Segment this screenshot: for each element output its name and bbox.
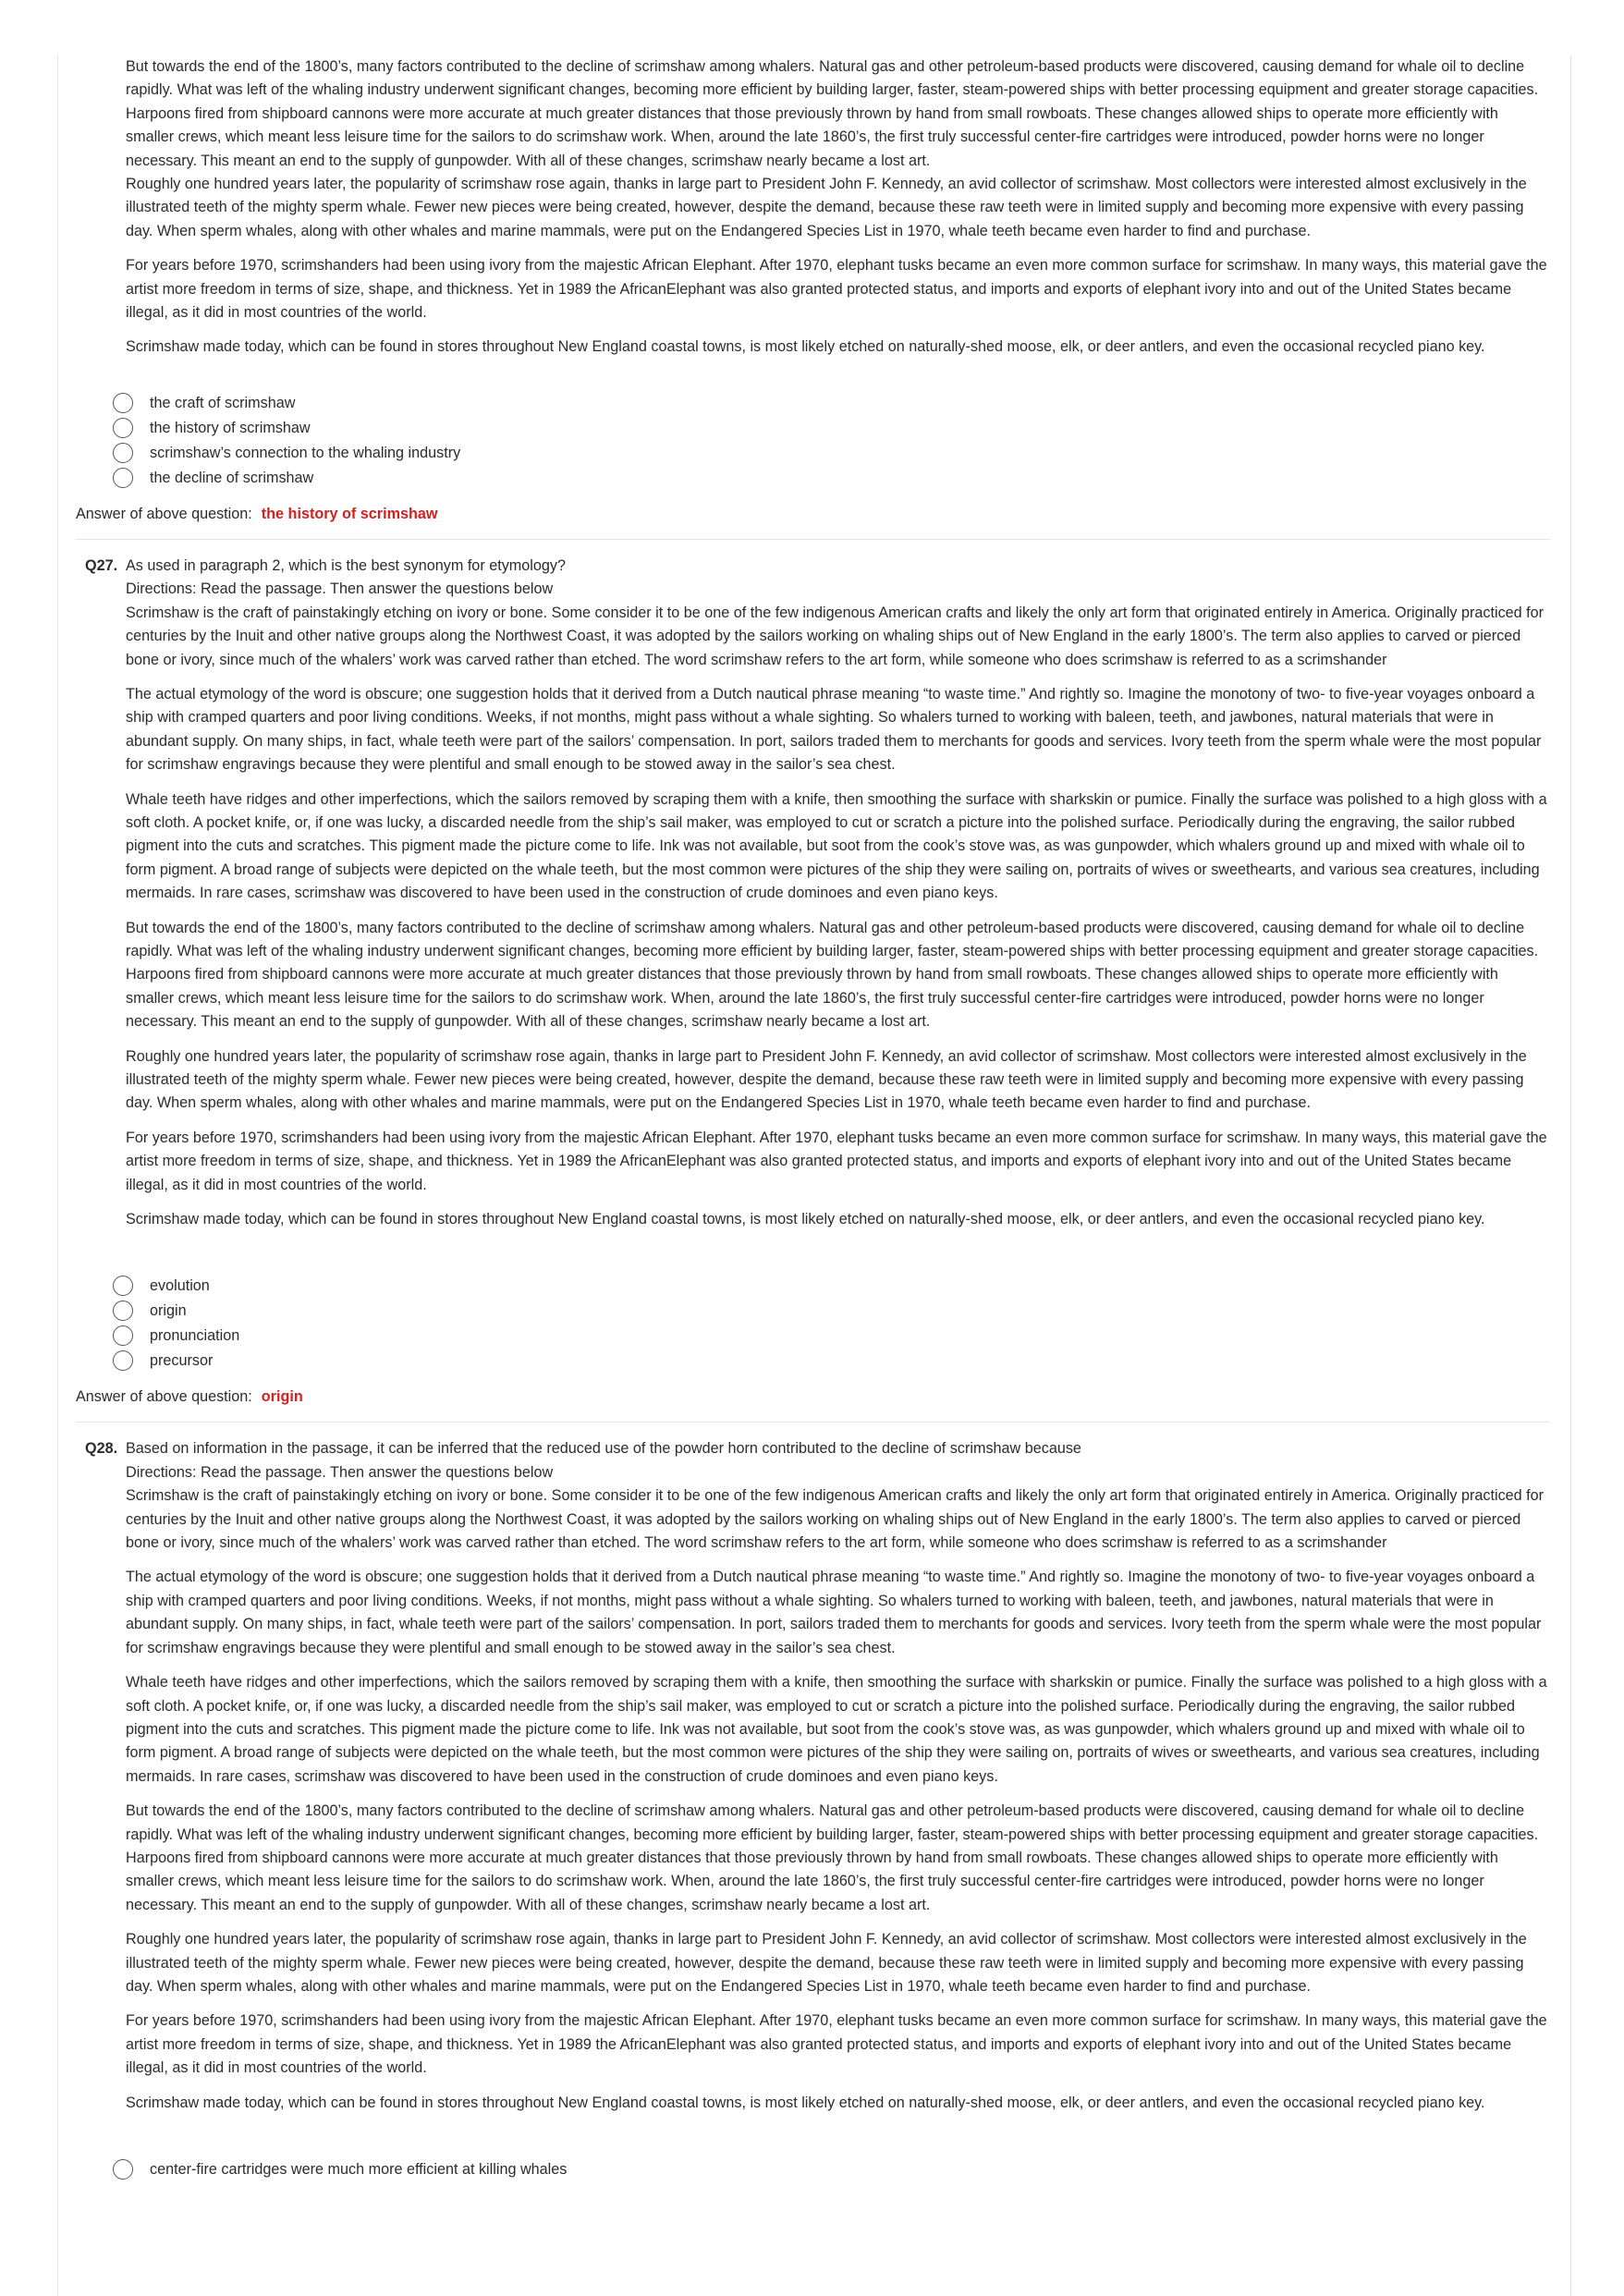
answer-option[interactable] (113, 466, 1550, 491)
radio-button[interactable] (113, 468, 133, 488)
question-number: Q28. (85, 1440, 118, 1458)
option-label: pronunciation (150, 1327, 240, 1345)
passage-paragraph: Roughly one hundred years later, the popularity of scrimshaw rose again, thanks in large part to President John F. Kennedy, an avid collector of scrimshaw. Most collectors were interested almost exclusively in the illustrated teeth of the mighty sperm whale. Fewer new pieces were being created, however, despite the demand, because these raw teeth were in limited supply and becoming more expensive with every passing day. When sperm whales, along with other whales and marine mammals, were put on the Endangered Species List in 1970, whale teeth became even harder to find and purchase. (126, 1931, 1527, 1995)
radio-button[interactable] (113, 418, 133, 438)
passage-paragraph: Roughly one hundred years later, the popularity of scrimshaw rose again, thanks in large part to President John F. Kennedy, an avid collector of scrimshaw. Most collectors were interested almost exclusively in the illustrated teeth of the mighty sperm whale. Fewer new pieces were being created, however, despite the demand, because these raw teeth were in limited supply and becoming more expensive with every passing day. When sperm whales, along with other whales and marine mammals, were put on the Endangered Species List in 1970, whale teeth became even harder to find and purchase. (126, 1047, 1527, 1112)
answer-option[interactable] (113, 1324, 1550, 1349)
option-label: center-fire cartridges were much more efficient at killing whales (150, 2161, 568, 2178)
previous-question-passage (76, 55, 1550, 360)
passage-paragraph: For years before 1970, scrimshanders had been using ivory from the majestic African Elephant. After 1970, elephant tusks became an even more common surface for scrimshaw. In many ways, this material gave the artist more freedom in terms of size, shape, and thickness. Yet in 1989 the AfricanElephant was also granted protected status, and imports and exports of elephant ivory into and out of the United States became illegal, as it did in most countries of the world. (126, 257, 1547, 322)
passage-paragraph: But towards the end of the 1800’s, many factors contributed to the decline of scrimshaw among whalers. Natural gas and other petroleum-based products were discovered, causing demand for whale oil to decline rapidly. What was left of the whaling industry underwent significant changes, becoming more efficient by building larger, faster, steam-powered ships with better processing equipment and greater storage capacities. Harpoons fired from shipboard cannons were more accurate at much greater distances that those previously thrown by hand from small rowboats. These changes allowed ships to operate more efficiently with smaller crews, which meant less leisure time for the sailors to do scrimshaw work. When, around the late 1860’s, the first truly successful center-fire cartridges were introduced, powder horns were no longer necessary. This meant an end to the supply of gunpowder. With all of these changes, scrimshaw nearly became a lost art. (126, 58, 1539, 169)
question-text: As used in paragraph 2, which is the best synonym for etymology? (126, 556, 566, 574)
page-content (76, 55, 1550, 2193)
passage-paragraph: Roughly one hundred years later, the popularity of scrimshaw rose again, thanks in large part to President John F. Kennedy, an avid collector of scrimshaw. Most collectors were interested almost exclusively in the illustrated teeth of the mighty sperm whale. Fewer new pieces were being created, however, despite the demand, because these raw teeth were in limited supply and becoming more expensive with every passing day. When sperm whales, along with other whales and marine mammals, were put on the Endangered Species List in 1970, whale teeth became even harder to find and purchase. (126, 176, 1527, 239)
answer-label: Answer of above question: (76, 505, 252, 522)
answer-options (76, 391, 1550, 491)
answer-option[interactable] (113, 1274, 1550, 1299)
answer-option[interactable] (113, 1299, 1550, 1324)
passage-paragraph: The actual etymology of the word is obscure; one suggestion holds that it derived from a Dutch nautical phrase meaning “to waste time.” And rightly so. Imagine the monotony of two- to five-year voyages onboard a ship with cramped quarters and poor living conditions. Weeks, if not months, might pass without a whale sighting. So whalers turned to working with baleen, teeth, and jawbones, natural materials that were in abundant supply. On many ships, in fact, whale teeth were part of the sailors’ compensation. In port, sailors traded them to merchants for goods and services. Ivory teeth from the sperm whale were the most popular for scrimshaw engravings because they were plentiful and small enough to be stowed away in the sailor’s sea chest. (126, 1569, 1542, 1656)
answer-line (76, 1385, 1550, 1409)
passage-paragraph: Whale teeth have ridges and other imperfections, which the sailors removed by scraping them with a knife, then smoothing the surface with sharkskin or pumice. Finally the surface was polished to a high gloss with a soft cloth. A pocket knife, or, if one was lucky, a discarded needle from the ship’s sail maker, was employed to cut or scratch a picture into the polished surface. Periodically during the engraving, the sailor rubbed pigment into the cuts and scratches. This pigment made the picture come to life. Ink was not available, but soot from the cook’s stove was, as was gunpowder, which whalers ground up and mixed with whale oil to form pigment. A broad range of subjects were depicted on the whale teeth, but the most common were pictures of the ship they were sailing on, portraits of wives or sweethearts, and various sea creatures, including mermaids. In rare cases, scrimshaw was discovered to have been used in the construction of crude dominoes and even piano keys. (126, 1674, 1547, 1785)
answer-options (76, 2157, 1550, 2182)
option-label: precursor (150, 1352, 214, 1370)
question-divider (76, 539, 1550, 540)
directions: Directions: Read the passage. Then answer the questions below (126, 1463, 554, 1481)
answer-options (76, 1274, 1550, 1374)
answer-option[interactable] (113, 416, 1550, 441)
passage-paragraph: Scrimshaw made today, which can be found in stores throughout New England coastal towns, is most likely etched on naturally-shed moose, elk, or deer antlers, and even the occasional recycled piano key. (126, 338, 1485, 356)
radio-button[interactable] (113, 1276, 133, 1296)
question-text: Based on information in the passage, it can be inferred that the reduced use of the powder horn contributed to the decline of scrimshaw because (126, 1440, 1081, 1458)
answer-option[interactable] (113, 441, 1550, 466)
radio-button[interactable] (113, 1325, 133, 1346)
passage-paragraph: The actual etymology of the word is obscure; one suggestion holds that it derived from a Dutch nautical phrase meaning “to waste time.” And rightly so. Imagine the monotony of two- to five-year voyages onboard a ship with cramped quarters and poor living conditions. Weeks, if not months, might pass without a whale sighting. So whalers turned to working with baleen, teeth, and jawbones, natural materials that were in abundant supply. On many ships, in fact, whale teeth were part of the sailors’ compensation. In port, sailors traded them to merchants for goods and services. Ivory teeth from the sperm whale were the most popular for scrimshaw engravings because they were plentiful and small enough to be stowed away in the sailor’s sea chest. (126, 685, 1542, 774)
option-label: scrimshaw’s connection to the whaling industry (150, 444, 461, 461)
answer-line (76, 502, 1550, 526)
option-label: the history of scrimshaw (150, 419, 311, 436)
question-q28 (76, 1437, 1550, 2115)
passage-paragraph: But towards the end of the 1800’s, many factors contributed to the decline of scrimshaw among whalers. Natural gas and other petroleum-based products were discovered, causing demand for whale oil to decline rapidly. What was left of the whaling industry underwent significant changes, becoming more efficient by building larger, faster, steam-powered ships with better processing equipment and greater storage capacities. Harpoons fired from shipboard cannons were more accurate at much greater distances that those previously thrown by hand from small rowboats. These changes allowed ships to operate more efficiently with smaller crews, which meant less leisure time for the sailors to do scrimshaw work. When, around the late 1860’s, the first truly successful center-fire cartridges were introduced, powder horns were no longer necessary. This meant an end to the supply of gunpowder. With all of these changes, scrimshaw nearly became a lost art. (126, 919, 1539, 1031)
question-divider (76, 1422, 1550, 1423)
passage-paragraph: Scrimshaw made today, which can be found in stores throughout New England coastal towns, is most likely etched on naturally-shed moose, elk, or deer antlers, and even the occasional recycled piano key. (126, 2094, 1485, 2111)
passage-paragraph: Scrimshaw is the craft of painstakingly etching on ivory or bone. Some consider it to be one of the few indigenous American crafts and likely the only art form that originated entirely in America. Originally practiced for centuries by the Inuit and other native groups along the Northwest Coast, it was adopted by the sailors working on whaling ships out of New England in the early 1800’s. The term also applies to carved or pierced bone or ivory, since much of the whalers’ work was carved rather than etched. The word scrimshaw refers to the art form, while someone who does scrimshaw is referred to as a scrimshander (126, 1487, 1545, 1552)
correct-answer: the history of scrimshaw (261, 505, 438, 522)
passage-paragraph: Whale teeth have ridges and other imperfections, which the sailors removed by scraping them with a knife, then smoothing the surface with sharkskin or pumice. Finally the surface was polished to a high gloss with a soft cloth. A pocket knife, or, if one was lucky, a discarded needle from the ship’s sail maker, was employed to cut or scratch a picture into the polished surface. Periodically during the engraving, the sailor rubbed pigment into the cuts and scratches. This pigment made the picture come to life. Ink was not available, but soot from the cook’s stove was, as was gunpowder, which whalers ground up and mixed with whale oil to form pigment. A broad range of subjects were depicted on the whale teeth, but the most common were pictures of the ship they were sailing on, portraits of wives or sweethearts, and various sea creatures, including mermaids. In rare cases, scrimshaw was discovered to have been used in the construction of crude dominoes and even piano keys. (126, 790, 1547, 902)
radio-button[interactable] (113, 2159, 133, 2180)
answer-option[interactable] (113, 2157, 1550, 2182)
option-label: evolution (150, 1277, 210, 1295)
answer-option[interactable] (113, 1349, 1550, 1374)
radio-button[interactable] (113, 393, 133, 413)
correct-answer: origin (261, 1388, 303, 1406)
answer-label: Answer of above question: (76, 1388, 252, 1406)
radio-button[interactable] (113, 443, 133, 463)
option-label: origin (150, 1302, 187, 1320)
radio-button[interactable] (113, 1301, 133, 1321)
question-number: Q27. (85, 556, 118, 574)
answer-option[interactable] (113, 391, 1550, 416)
radio-button[interactable] (113, 1350, 133, 1371)
passage-paragraph: For years before 1970, scrimshanders had been using ivory from the majestic African Elephant. After 1970, elephant tusks became an even more common surface for scrimshaw. In many ways, this material gave the artist more freedom in terms of size, shape, and thickness. Yet in 1989 the AfricanElephant was also granted protected status, and imports and exports of elephant ivory into and out of the United States became illegal, as it did in most countries of the world. (126, 2012, 1547, 2077)
passage-paragraph: Scrimshaw made today, which can be found in stores throughout New England coastal towns, is most likely etched on naturally-shed moose, elk, or deer antlers, and even the occasional recycled piano key. (126, 1211, 1485, 1228)
passage-paragraph: For years before 1970, scrimshanders had been using ivory from the majestic African Elephant. After 1970, elephant tusks became an even more common surface for scrimshaw. In many ways, this material gave the artist more freedom in terms of size, shape, and thickness. Yet in 1989 the AfricanElephant was also granted protected status, and imports and exports of elephant ivory into and out of the United States became illegal, as it did in most countries of the world. (126, 1129, 1547, 1193)
passage-paragraph: Scrimshaw is the craft of painstakingly etching on ivory or bone. Some consider it to be one of the few indigenous American crafts and likely the only art form that originated entirely in America. Originally practiced for centuries by the Inuit and other native groups along the Northwest Coast, it was adopted by the sailors working on whaling ships out of New England in the early 1800’s. The term also applies to carved or pierced bone or ivory, since much of the whalers’ work was carved rather than etched. The word scrimshaw refers to the art form, while someone who does scrimshaw is referred to as a scrimshander (126, 604, 1545, 668)
option-label: the decline of scrimshaw (150, 469, 314, 486)
directions: Directions: Read the passage. Then answer the questions below (126, 580, 554, 598)
passage-paragraph: But towards the end of the 1800’s, many factors contributed to the decline of scrimshaw among whalers. Natural gas and other petroleum-based products were discovered, causing demand for whale oil to decline rapidly. What was left of the whaling industry underwent significant changes, becoming more efficient by building larger, faster, steam-powered ships with better processing equipment and greater storage capacities. Harpoons fired from shipboard cannons were more accurate at much greater distances that those previously thrown by hand from small rowboats. These changes allowed ships to operate more efficiently with smaller crews, which meant less leisure time for the sailors to do scrimshaw work. When, around the late 1860’s, the first truly successful center-fire cartridges were introduced, powder horns were no longer necessary. This meant an end to the supply of gunpowder. With all of these changes, scrimshaw nearly became a lost art. (126, 1802, 1539, 1913)
option-label: the craft of scrimshaw (150, 394, 296, 411)
question-q27 (76, 555, 1550, 1232)
